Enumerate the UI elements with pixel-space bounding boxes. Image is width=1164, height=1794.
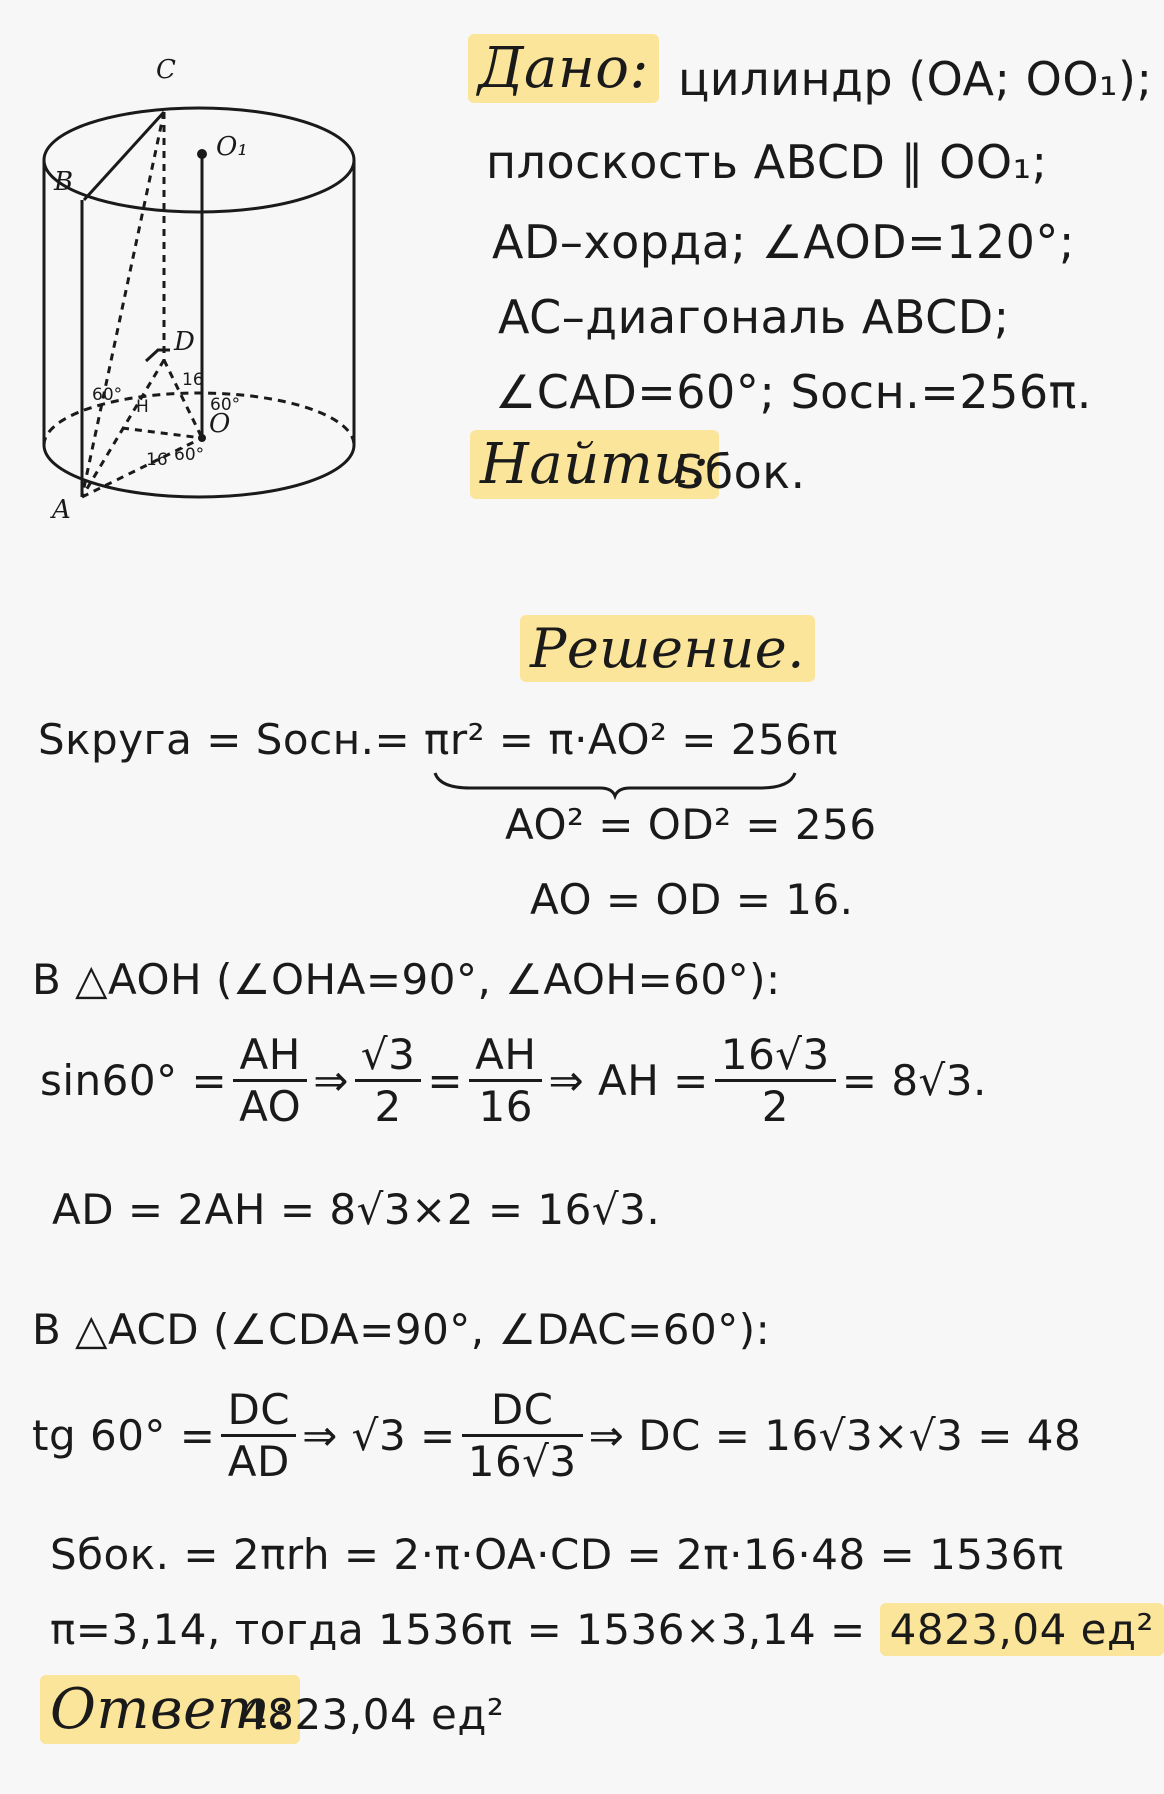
solution-title: Решение. bbox=[520, 615, 815, 682]
label-d: D bbox=[174, 327, 195, 357]
fraction-den: 2 bbox=[761, 1082, 789, 1131]
label-angle-a: 60° bbox=[92, 385, 123, 405]
label-o: O bbox=[209, 409, 231, 439]
given-line-2: плоскость ABCD ∥ OO₁; bbox=[486, 135, 1048, 189]
fraction-den: 16 bbox=[478, 1082, 533, 1131]
label-angle-o1: 60° bbox=[210, 395, 241, 415]
label-ao-length: 16 bbox=[146, 450, 168, 470]
solution-line-3: AO = OD = 16. bbox=[530, 875, 854, 924]
fraction-ah-16 bbox=[469, 1030, 542, 1131]
label-a: A bbox=[52, 495, 71, 525]
fraction-num: AH bbox=[233, 1030, 307, 1082]
label-h: H bbox=[136, 397, 149, 417]
cylinder-figure bbox=[14, 50, 384, 525]
answer-value: 4823,04 ед² bbox=[240, 1690, 505, 1739]
fraction-sqrt3-2 bbox=[355, 1030, 421, 1131]
label-c: C bbox=[156, 55, 176, 85]
implies-arrow: ⇒ bbox=[313, 1056, 349, 1105]
fraction-ah-ao bbox=[233, 1030, 307, 1131]
label-od-length: 16 bbox=[182, 370, 204, 390]
fraction-num: AH bbox=[469, 1030, 542, 1082]
fraction-num: DC bbox=[462, 1385, 583, 1437]
solution-line-2: AO² = OD² = 256 bbox=[505, 800, 877, 849]
dc-result: ⇒ DC = 16√3×√3 = 48 bbox=[588, 1411, 1082, 1460]
answer-title: Ответ: bbox=[40, 1675, 300, 1744]
fraction-num: √3 bbox=[355, 1030, 421, 1082]
given-title: Дано: bbox=[468, 34, 659, 103]
label-angle-o2: 60° bbox=[174, 445, 205, 465]
calc-prefix: π=3,14, тогда 1536π = 1536×3,14 = bbox=[50, 1605, 866, 1654]
find-value: Sбок. bbox=[675, 445, 806, 499]
solution-line-4: В △AOH (∠OHA=90°, ∠AOH=60°): bbox=[32, 955, 781, 1004]
find-title: Найти: bbox=[470, 430, 719, 499]
solution-line-1: Sкруга = Sосн.= πr² = π·AO² = 256π bbox=[38, 715, 839, 764]
fraction-den: 16√3 bbox=[467, 1437, 577, 1486]
solution-line-8 bbox=[32, 1385, 1081, 1486]
solution-line-6: AD = 2AH = 8√3×2 = 16√3. bbox=[52, 1185, 661, 1234]
implies-ah: ⇒ AH = bbox=[548, 1056, 709, 1105]
fraction-den: 2 bbox=[374, 1082, 402, 1131]
given-line-1: цилиндр (OA; OO₁); bbox=[678, 52, 1153, 106]
solution-line-7: В △ACD (∠CDA=90°, ∠DAC=60°): bbox=[32, 1305, 771, 1354]
solution-line-10 bbox=[50, 1605, 1164, 1654]
fraction-den: AO bbox=[239, 1082, 302, 1131]
given-line-4: AC–диагональ ABCD; bbox=[498, 290, 1010, 344]
ah-result: = 8√3. bbox=[841, 1056, 987, 1105]
fraction-num: DC bbox=[221, 1385, 296, 1437]
given-line-5: ∠CAD=60°; Sосн.=256π. bbox=[495, 365, 1092, 419]
fraction-dc-ad bbox=[221, 1385, 296, 1486]
cylinder-diagram bbox=[14, 50, 384, 525]
fraction-den: AD bbox=[227, 1437, 290, 1486]
fraction-num: 16√3 bbox=[715, 1030, 836, 1082]
solution-line-5 bbox=[40, 1030, 987, 1131]
equals-sign: = bbox=[427, 1056, 464, 1105]
label-o1: O₁ bbox=[216, 132, 248, 162]
calc-result-highlight: 4823,04 ед² bbox=[880, 1603, 1164, 1656]
sin-prefix: sin60° = bbox=[40, 1056, 228, 1105]
label-b: B bbox=[54, 167, 74, 197]
fraction-16sqrt3-2 bbox=[715, 1030, 836, 1131]
fraction-dc-16sqrt3 bbox=[462, 1385, 583, 1486]
solution-line-9: Sбок. = 2πrh = 2·π·OA·CD = 2π·16·48 = 1536π bbox=[50, 1530, 1064, 1579]
given-line-3: AD–хорда; ∠AOD=120°; bbox=[492, 215, 1075, 269]
implies-sqrt3: ⇒ √3 = bbox=[302, 1411, 456, 1460]
underbrace bbox=[430, 768, 800, 798]
tg-prefix: tg 60° = bbox=[32, 1411, 216, 1460]
